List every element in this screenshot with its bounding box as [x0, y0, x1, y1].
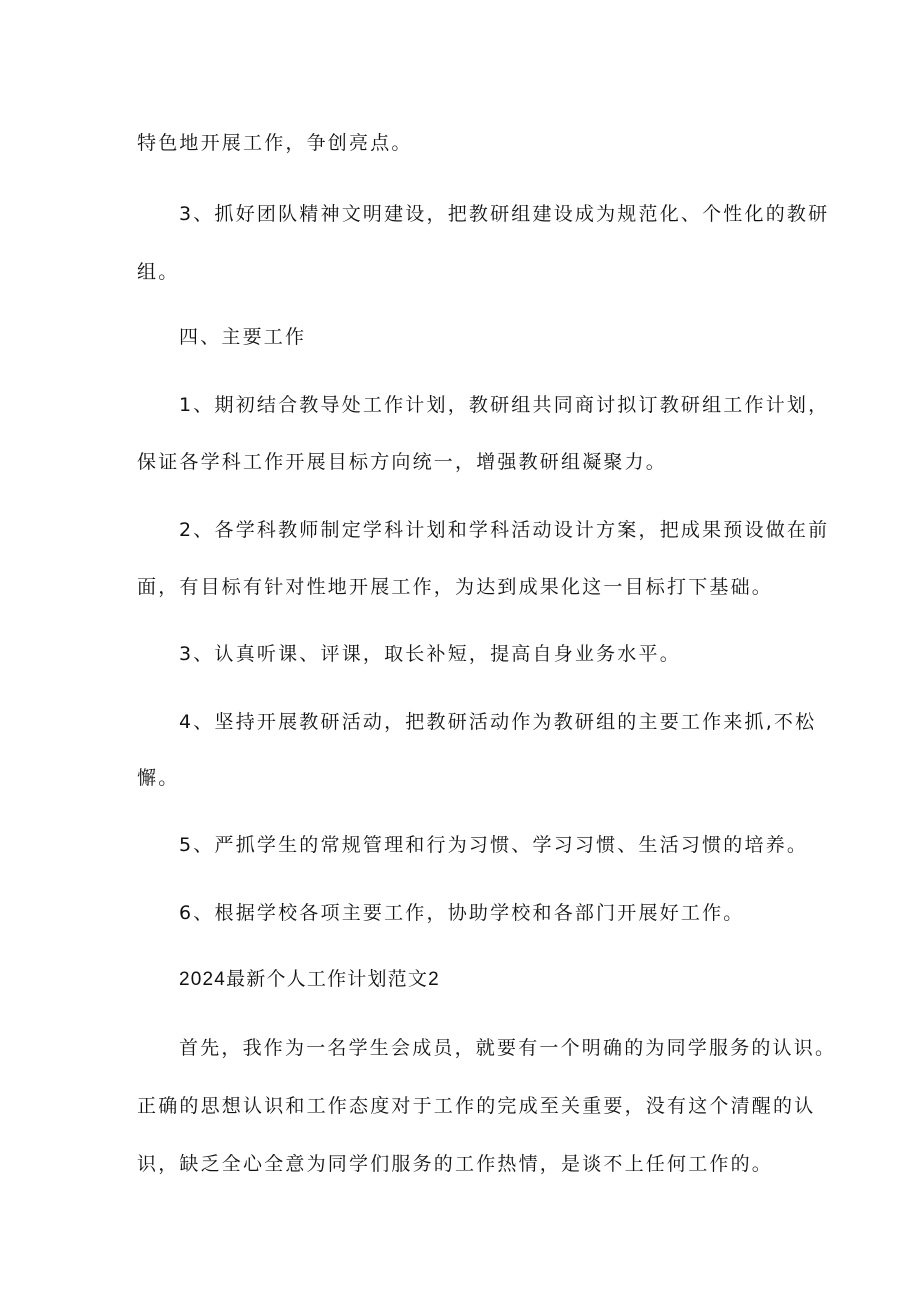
work-item-6: 6、根据学校各项主要工作，协助学校和各部门开展好工作。: [179, 902, 745, 924]
body-paragraph-line-3: 识，缺乏全心全意为同学们服务的工作热情，是谈不上任何工作的。: [137, 1153, 774, 1175]
work-item-1-line-2: 保证各学科工作开展目标方向统一，增强教研组凝聚力。: [137, 451, 668, 473]
work-item-4-line-2: 懈。: [137, 767, 180, 789]
work-item-4-line-1: 4、坚持开展教研活动，把教研活动作为教研组的主要工作来抓,不松: [179, 711, 817, 733]
article-title: 2024最新个人工作计划范文2: [179, 969, 440, 990]
work-item-1-line-1: 1、期初结合教导处工作计划，教研组共同商讨拟订教研组工作计划，: [179, 394, 830, 416]
work-item-5: 5、严抓学生的常规管理和行为习惯、学习习惯、生活习惯的培养。: [179, 834, 809, 856]
work-item-2-line-2: 面，有目标有针对性地开展工作，为达到成果化这一目标打下基础。: [137, 576, 774, 598]
body-paragraph-line-2: 正确的思想认识和工作态度对于工作的完成至关重要，没有这个清醒的认: [137, 1095, 816, 1117]
list-item-3-line-1: 3、抓好团队精神文明建设，把教研组建设成为规范化、个性化的教研: [179, 203, 830, 225]
section-heading-main-work: 四、主要工作: [179, 326, 307, 348]
work-item-2-line-1: 2、各学科教师制定学科计划和学科活动设计方案，把成果预设做在前: [179, 519, 830, 541]
work-item-3: 3、认真听课、评课，取长补短，提高自身业务水平。: [179, 643, 681, 665]
paragraph-continuation-line: 特色地开展工作，争创亮点。: [137, 132, 413, 154]
list-item-3-line-2: 组。: [137, 261, 180, 283]
body-paragraph-line-1: 首先，我作为一名学生会成员，就要有一个明确的为同学服务的认识。: [179, 1037, 837, 1059]
